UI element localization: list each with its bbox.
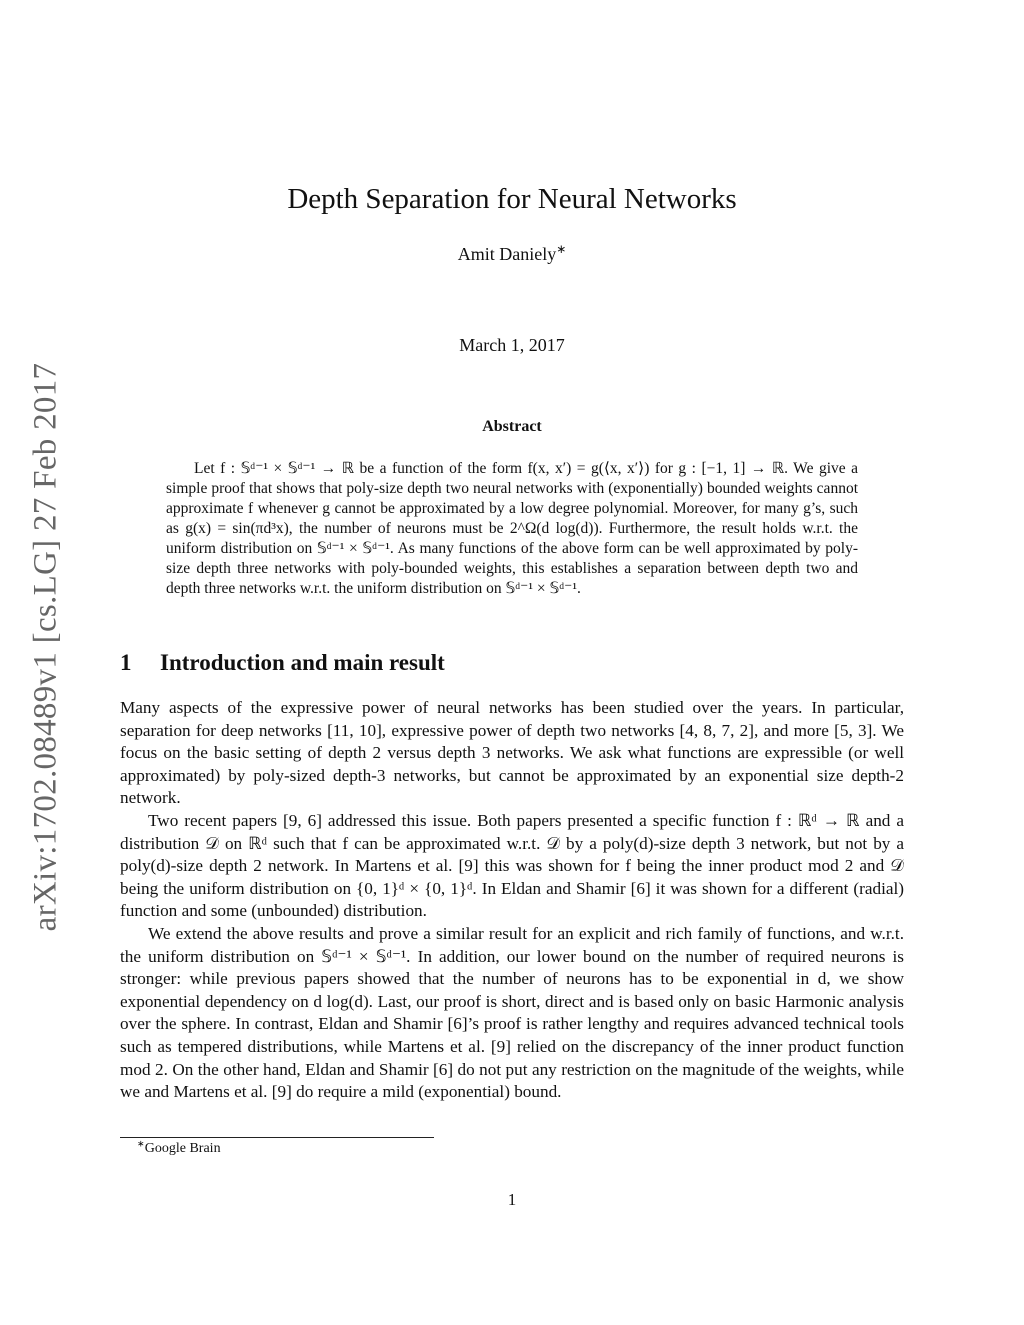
paper-title: Depth Separation for Neural Networks [287,183,737,215]
section-body [120,697,904,1104]
abstract-body [166,459,858,599]
paper-date: March 1, 2017 [459,335,565,355]
footnote-text: Google Brain [144,1141,221,1156]
section-number: 1 [120,650,132,675]
body-paragraph: We extend the above results and prove a similar result for an explicit and rich family of functions, and w.r.t. the uniform distribution on 𝕊ᵈ⁻¹ × 𝕊ᵈ⁻¹. In addition, our lower bound on the number of required neurons is stronger: while previous papers showed that the number of neurons has to be exponential in d, we show exponential dependency on d log(d). Last, our proof is short, direct and is based only on basic Harmonic analysis over the sphere. In contrast, Eldan and Shamir [6]’s proof is rather lengthy and requires advanced technical tools such as tempered distributions, while Martens et al. [9] relied on the discrepancy of the inner product function mod 2. On the other hand, Eldan and Shamir [6] do not put any restriction on the magnitude of the weights, while we and Martens et al. [9] do require a mild (exponential) bound. [120,923,904,1102]
body-paragraph: Two recent papers [9, 6] addressed this issue. Both papers presented a specific function f : ℝᵈ → ℝ and a distribution 𝒟 on ℝᵈ such that f can be approximated w.r.t. 𝒟 by a poly(d)-size depth 3 network, but not by a poly(d)-size depth 2 network. In Martens et al. [9] this was shown for f being the inner product mod 2 and 𝒟 being the uniform distribution on {0, 1}ᵈ × {0, 1}ᵈ. In Eldan and Shamir [6] it was shown for a different (radial) function and some (unbounded) distribution. [120,810,904,921]
page-number: 1 [507,1190,517,1209]
footnote-rule [120,1137,434,1138]
arxiv-identifier: arXiv:1702.08489v1 [cs.LG] 27 Feb 2017 [27,362,64,932]
author-footnote-mark: ∗ [556,242,567,256]
author-line [0,244,1024,265]
footnote-mark: ∗ [137,1138,145,1149]
abstract-heading: Abstract [482,418,542,435]
arxiv-sidebar [26,350,66,945]
author-name: Amit Daniely [457,244,557,264]
abstract-paragraph: Let f : 𝕊ᵈ⁻¹ × 𝕊ᵈ⁻¹ → ℝ be a function of the form f(x, x′) = g(⟨x, x′⟩) for g : [−1, 1] → ℝ. We give a simple proof that shows that poly-size depth two neural networks with (exponentially) bounded weights cannot approximate f whenever g cannot be approximated by a low degree polynomial. Moreover, for many g’s, such as g(x) = sin(πd³x), the number of neurons must be 2^Ω(d log(d)). Furthermore, the result holds w.r.t. the uniform distribution on 𝕊ᵈ⁻¹ × 𝕊ᵈ⁻¹. As many functions of the above form can be well approximated by poly-size depth three networks with poly-bounded weights, this establishes a separation between depth two and depth three networks w.r.t. the uniform distribution on 𝕊ᵈ⁻¹ × 𝕊ᵈ⁻¹. [166,460,858,597]
footnote [137,1138,221,1157]
section-title: Introduction and main result [160,650,445,675]
body-paragraph: Many aspects of the expressive power of neural networks has been studied over the years. In particular, separation for deep networks [11, 10], expressive power of depth two networks [4, 8, 7, 2], and more [5, 3]. We focus on the basic setting of depth 2 versus depth 3 networks. We ask what functions are expressible (or well approximated) by poly-sized depth-3 networks, but cannot be approximated by an exponential size depth-2 network. [120,698,904,808]
section-heading [120,650,904,676]
